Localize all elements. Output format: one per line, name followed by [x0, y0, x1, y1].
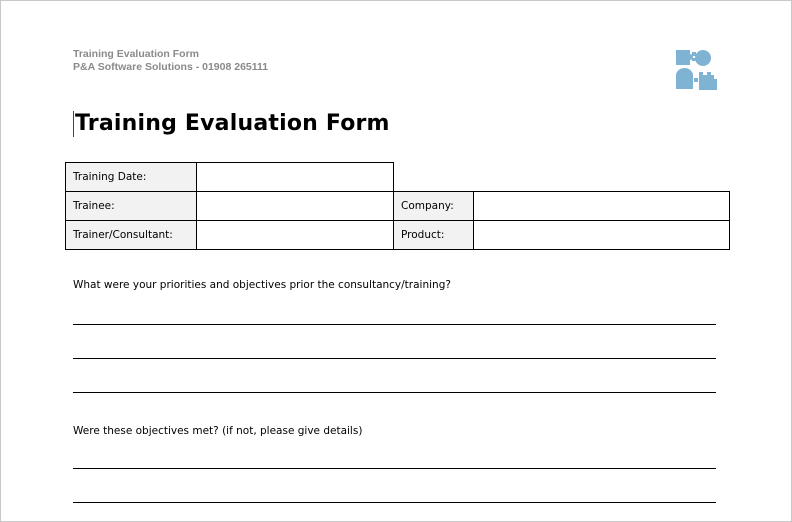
- page-header: [73, 48, 268, 73]
- company-logo-icon: [675, 48, 719, 92]
- trainee-label: Trainee:: [65, 191, 197, 221]
- product-label: Product:: [393, 220, 474, 250]
- header-form-name: Training Evaluation Form: [73, 48, 200, 60]
- trainee-field[interactable]: [196, 191, 394, 221]
- question-priorities: What were your priorities and objectives prior the consultancy/training?: [73, 279, 451, 291]
- product-field[interactable]: [473, 220, 730, 250]
- header-company-info: P&A Software Solutions - 01908 265111: [73, 60, 269, 73]
- company-field[interactable]: [473, 191, 730, 221]
- question-objectives-met: Were these objectives met? (if not, please give details): [73, 425, 363, 437]
- training-date-field[interactable]: [196, 162, 394, 192]
- page-title: Training Evaluation Form: [75, 111, 390, 136]
- answer-line[interactable]: [73, 502, 716, 503]
- company-label: Company:: [393, 191, 474, 221]
- answer-line[interactable]: [73, 392, 716, 393]
- trainer-consultant-field[interactable]: [196, 220, 394, 250]
- training-date-label: Training Date:: [65, 162, 197, 192]
- trainer-consultant-label: Trainer/Consultant:: [65, 220, 197, 250]
- answer-line[interactable]: [73, 468, 716, 469]
- answer-line[interactable]: [73, 358, 716, 359]
- answer-line[interactable]: [73, 324, 716, 325]
- text-cursor: [73, 111, 74, 137]
